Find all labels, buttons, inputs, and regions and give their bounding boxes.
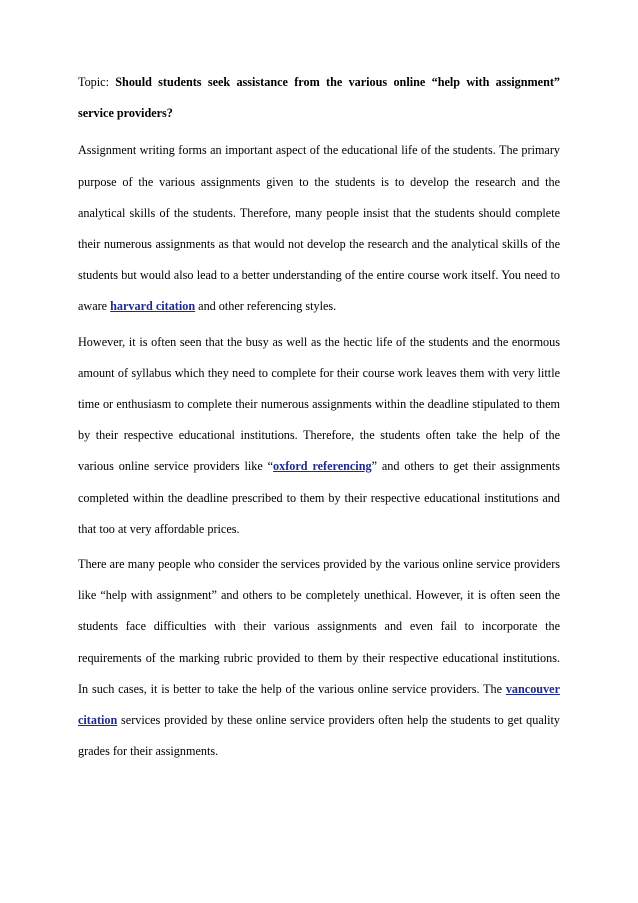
paragraph-2-text-before: However, it is often seen that the busy as well as the hectic life of the students and the enormous amount of syllabus which they need to complete for their course work leaves them with very little time or enthusiasm to complete their numerous assignments within the deadline stipulated to them by their respective educational institutions. Therefore, the students often take the help of the various online service providers like “ <box>78 334 560 474</box>
document-body <box>78 67 560 771</box>
topic-label: Topic: <box>78 75 109 89</box>
paragraph-2 <box>78 327 560 545</box>
vancouver-citation-link[interactable]: vancouver citation <box>78 681 560 728</box>
paragraph-3-text-after: services provided by these online service providers often help the students to get quality grades for their assignments. <box>78 713 560 759</box>
paragraph-3-text-before: There are many people who consider the services provided by the various online service providers like “help with assignment” and others to be completely unethical. However, it is often seen the students face difficulties with their various assignments and even fail to incorporate the requirements of the marking rubric provided to them by their respective educational institutions. In such cases, it is better to take the help of the various online service providers. The <box>78 557 560 696</box>
paragraph-3 <box>78 549 560 767</box>
paragraph-2-text-after: ” and others to get their assignments completed within the deadline prescribed to them by their respective educational institutions and that too at very affordable prices. <box>78 459 560 536</box>
paragraph-1-text-before: Assignment writing forms an important aspect of the educational life of the students. The primary purpose of the various assignments given to the students is to develop the research and the analytical skills of the students. Therefore, many people insist that the students should complete their numerous assignments as that would not develop the research and the analytical skills of the students but would also lead to a better understanding of the entire course work itself. You need to aware <box>78 143 560 314</box>
oxford-referencing-link[interactable]: oxford referencing <box>273 459 372 474</box>
paragraph-1 <box>78 135 560 322</box>
topic-line <box>78 67 560 129</box>
paragraph-1-text-after: and other referencing styles. <box>195 299 337 314</box>
topic-title: Should students seek assistance from the various online “help with assignment” service providers? <box>78 75 560 121</box>
harvard-citation-link[interactable]: harvard citation <box>110 299 196 314</box>
